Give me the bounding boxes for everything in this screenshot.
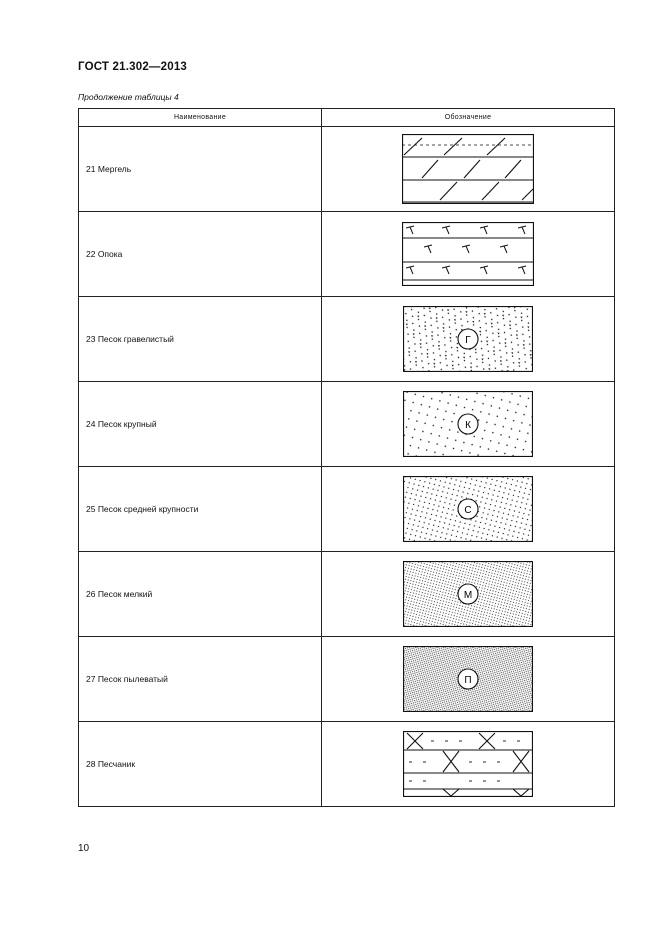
- table-row: [79, 722, 615, 807]
- row-symbol-cell: [322, 552, 615, 637]
- medium-sand-pattern: [403, 476, 533, 542]
- sandstone-pattern: [403, 731, 533, 797]
- row-label: 22 Опока: [79, 212, 322, 297]
- row-symbol-cell: [322, 722, 615, 807]
- opoka-pattern: [402, 222, 534, 286]
- table-row: [79, 297, 615, 382]
- legend-table: [78, 108, 615, 807]
- silty-sand-pattern: [403, 646, 533, 712]
- table-row: [79, 467, 615, 552]
- table-row: [79, 382, 615, 467]
- table-row: [79, 552, 615, 637]
- pattern-letter: Г: [465, 335, 471, 346]
- gravelly-sand-pattern: [403, 306, 533, 372]
- table-header-row: [79, 109, 615, 127]
- table-caption: Продолжение таблицы 4: [78, 92, 179, 102]
- row-label: 23 Песок гравелистый: [79, 297, 322, 382]
- row-label: 21 Мергель: [79, 127, 322, 212]
- pattern-letter: П: [464, 675, 472, 686]
- page-number: 10: [78, 843, 90, 854]
- row-label: 24 Песок крупный: [79, 382, 322, 467]
- pattern-letter: С: [464, 505, 472, 516]
- row-label: 27 Песок пылеватый: [79, 637, 322, 722]
- row-symbol-cell: [322, 127, 615, 212]
- row-label: 26 Песок мелкий: [79, 552, 322, 637]
- row-label: 28 Песчаник: [79, 722, 322, 807]
- row-symbol-cell: [322, 382, 615, 467]
- marl-pattern: [402, 134, 534, 204]
- fine-sand-pattern: [403, 561, 533, 627]
- table-row: [79, 127, 615, 212]
- table-row: [79, 212, 615, 297]
- row-symbol-cell: [322, 297, 615, 382]
- document-standard-title: ГОСТ 21.302—2013: [78, 61, 188, 73]
- header-symbol: Обозначение: [322, 109, 615, 127]
- coarse-sand-pattern: [403, 391, 533, 457]
- row-symbol-cell: [322, 467, 615, 552]
- pattern-letter: К: [465, 420, 471, 431]
- row-symbol-cell: [322, 212, 615, 297]
- pattern-letter: М: [463, 590, 473, 601]
- header-name: Наименование: [79, 109, 322, 127]
- row-symbol-cell: [322, 637, 615, 722]
- table-row: [79, 637, 615, 722]
- row-label: 25 Песок средней крупности: [79, 467, 322, 552]
